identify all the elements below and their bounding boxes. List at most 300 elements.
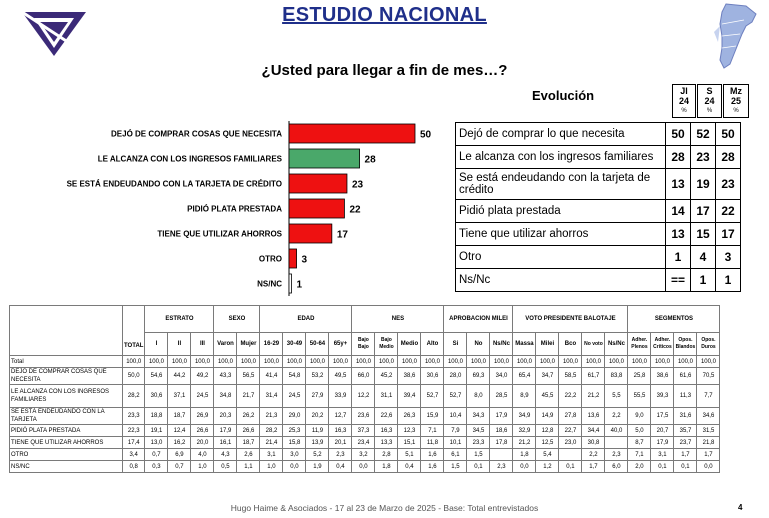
table-cell: 3,0: [283, 449, 306, 461]
table-cell: 21,4: [260, 437, 283, 449]
table-cell: [559, 449, 582, 461]
table-cell: 0,0: [283, 461, 306, 473]
evolution-row-label: Ns/Nc: [456, 269, 666, 292]
table-cell: 13,9: [306, 437, 329, 449]
table-cell: 34,4: [582, 425, 605, 437]
table-cell: 21,2: [582, 385, 605, 408]
evolution-value: 1: [666, 246, 691, 269]
group-header: NES: [352, 306, 444, 333]
table-cell: 17,5: [651, 408, 674, 425]
table-cell: 21,2: [513, 437, 536, 449]
table-cell: 34,7: [536, 368, 559, 385]
table-cell: 37,3: [352, 425, 375, 437]
table-cell: 4,0: [191, 449, 214, 461]
table-cell: 100,0: [260, 356, 283, 368]
evolution-row: [456, 200, 741, 223]
category-label: PIDIÓ PLATA PRESTADA: [187, 204, 282, 214]
table-cell: 0,1: [651, 461, 674, 473]
table-cell: 100,0: [421, 356, 444, 368]
column-header: Ns/Nc: [490, 333, 513, 356]
evolution-value: 1: [716, 269, 741, 292]
evolution-value: 23: [691, 146, 716, 169]
table-cell: 12,8: [536, 425, 559, 437]
table-cell: 25,8: [628, 368, 651, 385]
table-cell: 0,7: [145, 449, 168, 461]
column-header: No: [467, 333, 490, 356]
table-cell: 26,2: [237, 408, 260, 425]
table-cell: 24,5: [283, 385, 306, 408]
table-cell: 5,4: [536, 449, 559, 461]
table-cell: 30,6: [421, 368, 444, 385]
table-cell: 0,1: [674, 461, 697, 473]
table-cell: 12,5: [536, 437, 559, 449]
column-header: Bajo Bajo: [352, 333, 375, 356]
table-cell: 54,6: [145, 368, 168, 385]
group-header: SEXO: [214, 306, 260, 333]
evolution-row: [456, 269, 741, 292]
table-cell: 12,7: [329, 408, 352, 425]
group-header: SEGMENTOS: [628, 306, 720, 333]
table-cell: 0,0: [697, 461, 720, 473]
table-cell: 12,3: [398, 425, 421, 437]
table-cell: 34,8: [214, 385, 237, 408]
table-cell: 69,3: [467, 368, 490, 385]
column-header: Ns/Nc: [605, 333, 628, 356]
table-cell: 1,8: [513, 449, 536, 461]
evolution-table: [455, 122, 741, 292]
table-cell: 20,1: [329, 437, 352, 449]
category-label: DEJÓ DE COMPRAR COSAS QUE NECESITA: [111, 129, 282, 139]
table-cell: 43,3: [214, 368, 237, 385]
table-cell: 26,6: [191, 425, 214, 437]
table-row-label: DEJÓ DE COMPRAR COSAS QUE NECESITA: [10, 368, 123, 385]
table-cell: 17,9: [651, 437, 674, 449]
table-cell: 20,7: [651, 425, 674, 437]
table-cell: 49,5: [329, 368, 352, 385]
evolution-value: 3: [716, 246, 741, 269]
table-cell: 18,7: [237, 437, 260, 449]
table-cell: 1,8: [375, 461, 398, 473]
table-cell: 0,4: [329, 461, 352, 473]
table-cell: 2,3: [490, 461, 513, 473]
bar: [289, 124, 415, 143]
page-title: ESTUDIO NACIONAL: [282, 4, 487, 26]
table-cell: 100,0: [214, 356, 237, 368]
table-cell: 70,5: [697, 368, 720, 385]
table-row: [10, 408, 720, 425]
table-cell: 1,5: [444, 461, 467, 473]
column-header: Mujer: [237, 333, 260, 356]
bar: [289, 249, 297, 268]
evolution-value: 22: [716, 200, 741, 223]
table-cell: 1,5: [467, 449, 490, 461]
table-cell: 100,0: [651, 356, 674, 368]
column-header: 16-29: [260, 333, 283, 356]
table-cell: 56,5: [237, 368, 260, 385]
table-cell: 40,0: [605, 425, 628, 437]
table-cell: 13,3: [375, 437, 398, 449]
table-cell: 65,4: [513, 368, 536, 385]
evolution-row-label: Otro: [456, 246, 666, 269]
question-text: ¿Usted para llegar a fin de mes…?: [261, 62, 508, 79]
table-cell: 34,5: [467, 425, 490, 437]
table-cell: 26,6: [237, 425, 260, 437]
evolution-value: ==: [666, 269, 691, 292]
table-cell: 31,1: [375, 385, 398, 408]
table-cell: 17,9: [490, 408, 513, 425]
table-cell: 3,2: [352, 449, 375, 461]
table-cell: 17,9: [214, 425, 237, 437]
table-cell: 14,9: [536, 408, 559, 425]
table-cell: 53,2: [306, 368, 329, 385]
table-row: [10, 425, 720, 437]
table-row-label: TIENE QUE UTILIZAR AHORROS: [10, 437, 123, 449]
table-cell: 45,5: [536, 385, 559, 408]
table-cell: 6,1: [444, 449, 467, 461]
table-cell: 100,0: [513, 356, 536, 368]
table-cell: 31,5: [697, 425, 720, 437]
bar-chart: [0, 116, 455, 296]
table-cell: 100,0: [582, 356, 605, 368]
table-cell: 23,6: [352, 408, 375, 425]
table-cell: 5,0: [628, 425, 651, 437]
evolution-value: 52: [691, 123, 716, 146]
table-cell: 52,7: [444, 385, 467, 408]
table-cell: 45,2: [375, 368, 398, 385]
row-label-header: [10, 306, 123, 356]
evolution-value: 13: [666, 169, 691, 200]
group-header: APROBACION MILEI: [444, 306, 513, 333]
column-header: 50-64: [306, 333, 329, 356]
bar-value-label: 17: [336, 229, 348, 241]
table-cell: [490, 449, 513, 461]
column-header: Adher. Plenos: [628, 333, 651, 356]
table-cell: 23,7: [674, 437, 697, 449]
table-cell: 5,2: [306, 449, 329, 461]
column-header: Opos. Duros: [697, 333, 720, 356]
evolution-value: 17: [691, 200, 716, 223]
evolution-value: 28: [716, 146, 741, 169]
evolution-row-label: Le alcanza con los ingresos familiares: [456, 146, 666, 169]
category-label: TIENE QUE UTILIZAR AHORROS: [157, 229, 282, 239]
column-header: Varon: [214, 333, 237, 356]
table-cell: 0,4: [398, 461, 421, 473]
total-header: TOTAL: [123, 306, 145, 356]
column-header: Medio: [398, 333, 421, 356]
evolution-value: 1: [691, 269, 716, 292]
evolution-row: [456, 146, 741, 169]
table-cell: 100,0: [329, 356, 352, 368]
table-cell: 9,0: [628, 408, 651, 425]
column-header: III: [191, 333, 214, 356]
table-cell: 16,2: [168, 437, 191, 449]
table-cell: 1,6: [421, 461, 444, 473]
table-cell: 15,1: [398, 437, 421, 449]
table-cell: 15,9: [421, 408, 444, 425]
table-row: [10, 356, 720, 368]
table-cell: 1,0: [191, 461, 214, 473]
evolution-label: Evolución: [532, 88, 595, 103]
evolution-header-s24: S 24 %: [697, 84, 722, 118]
table-cell: 83,8: [605, 368, 628, 385]
crosstab-table: [9, 305, 720, 473]
category-label: SE ESTÁ ENDEUDANDO CON LA TARJETA DE CRÉDITO: [66, 179, 282, 189]
table-cell: 61,6: [674, 368, 697, 385]
table-cell: 23,3: [467, 437, 490, 449]
evolution-header-mz25: Mz 25 %: [723, 84, 749, 118]
table-total-cell: 23,3: [123, 408, 145, 425]
evolution-row-label: Dejó de comprar lo que necesita: [456, 123, 666, 146]
table-cell: 1,6: [421, 449, 444, 461]
table-cell: 30,6: [145, 385, 168, 408]
table-cell: 28,5: [490, 385, 513, 408]
table-cell: 54,8: [283, 368, 306, 385]
table-cell: 8,0: [467, 385, 490, 408]
table-cell: 34,3: [467, 408, 490, 425]
table-row-label: Total: [10, 356, 123, 368]
table-cell: 3,1: [260, 449, 283, 461]
evolution-value: 50: [716, 123, 741, 146]
evolution-row: [456, 123, 741, 146]
table-total-cell: 28,2: [123, 385, 145, 408]
table-cell: 26,9: [191, 408, 214, 425]
table-cell: 22,6: [375, 408, 398, 425]
table-cell: 6,0: [605, 461, 628, 473]
table-cell: 20,3: [214, 408, 237, 425]
table-row-label: LE ALCANZA CON LOS INGRESOS FAMILIARES: [10, 385, 123, 408]
table-cell: 21,3: [260, 408, 283, 425]
table-cell: 23,0: [559, 437, 582, 449]
table-cell: 39,4: [398, 385, 421, 408]
table-cell: 1,2: [536, 461, 559, 473]
table-cell: 27,8: [559, 408, 582, 425]
table-cell: 0,0: [513, 461, 536, 473]
column-header: Bajo Medio: [375, 333, 398, 356]
evolution-row-label: Pidió plata prestada: [456, 200, 666, 223]
table-cell: 100,0: [168, 356, 191, 368]
table-cell: 33,9: [329, 385, 352, 408]
bar: [289, 174, 347, 193]
table-cell: 22,2: [559, 385, 582, 408]
table-cell: 100,0: [375, 356, 398, 368]
table-cell: 58,5: [559, 368, 582, 385]
column-header: Adher. Críticos: [651, 333, 674, 356]
column-header: 65y+: [329, 333, 352, 356]
table-cell: 1,7: [582, 461, 605, 473]
column-header: I: [145, 333, 168, 356]
table-cell: 34,0: [490, 368, 513, 385]
column-header: Massa: [513, 333, 536, 356]
page-number: 4: [738, 503, 743, 512]
table-cell: 8,9: [513, 385, 536, 408]
column-header: 30-49: [283, 333, 306, 356]
column-header: No voto: [582, 333, 605, 356]
table-cell: 5,1: [398, 449, 421, 461]
table-cell: 100,0: [145, 356, 168, 368]
category-label: LE ALCANZA CON LOS INGRESOS FAMILIARES: [97, 154, 282, 164]
table-cell: 30,8: [582, 437, 605, 449]
table-cell: 100,0: [398, 356, 421, 368]
table-cell: 4,3: [214, 449, 237, 461]
evolution-value: 23: [716, 169, 741, 200]
table-cell: [605, 437, 628, 449]
table-cell: 38,6: [651, 368, 674, 385]
table-row-label: SE ESTÁ ENDEUDANDO CON LA TARJETA: [10, 408, 123, 425]
table-cell: 39,3: [651, 385, 674, 408]
bar-value-label: 28: [364, 154, 376, 166]
table-cell: 2,3: [605, 449, 628, 461]
table-total-cell: 17,4: [123, 437, 145, 449]
table-cell: 2,0: [628, 461, 651, 473]
evolution-value: 15: [691, 223, 716, 246]
bar-value-label: 3: [301, 254, 308, 266]
table-cell: 17,8: [490, 437, 513, 449]
table-cell: 3,1: [651, 449, 674, 461]
table-cell: 6,9: [168, 449, 191, 461]
table-cell: 1,9: [306, 461, 329, 473]
category-label: NS/NC: [257, 279, 282, 289]
table-cell: 10,1: [444, 437, 467, 449]
table-cell: 32,9: [513, 425, 536, 437]
table-cell: 28,2: [260, 425, 283, 437]
group-header-row: [10, 306, 720, 333]
table-cell: 38,6: [398, 368, 421, 385]
table-cell: 31,6: [674, 408, 697, 425]
evolution-value: 17: [716, 223, 741, 246]
table-cell: 7,7: [697, 385, 720, 408]
table-cell: 2,2: [582, 449, 605, 461]
table-cell: 100,0: [191, 356, 214, 368]
table-cell: 21,8: [697, 437, 720, 449]
bar-value-label: 22: [349, 204, 361, 216]
table-cell: 16,3: [329, 425, 352, 437]
bar: [289, 149, 360, 168]
table-total-cell: 3,4: [123, 449, 145, 461]
table-cell: 61,7: [582, 368, 605, 385]
table-cell: 18,8: [145, 408, 168, 425]
table-cell: 0,0: [352, 461, 375, 473]
bar-value-label: 23: [351, 179, 364, 191]
evolution-value: 4: [691, 246, 716, 269]
table-cell: 8,7: [628, 437, 651, 449]
evolution-row: [456, 169, 741, 200]
table-cell: 100,0: [697, 356, 720, 368]
table-cell: 12,4: [168, 425, 191, 437]
table-cell: 2,6: [237, 449, 260, 461]
table-cell: 100,0: [674, 356, 697, 368]
bar-value-label: 50: [420, 129, 432, 141]
column-header: II: [168, 333, 191, 356]
table-cell: 100,0: [283, 356, 306, 368]
bar: [289, 224, 332, 243]
table-total-cell: 0,8: [123, 461, 145, 473]
table-cell: 19,1: [145, 425, 168, 437]
column-header: Opos. Blandos: [674, 333, 697, 356]
table-total-cell: 50,0: [123, 368, 145, 385]
table-cell: 44,2: [168, 368, 191, 385]
table-cell: 26,3: [398, 408, 421, 425]
table-cell: 12,2: [352, 385, 375, 408]
table-cell: 7,9: [444, 425, 467, 437]
table-cell: 100,0: [628, 356, 651, 368]
table-cell: 100,0: [444, 356, 467, 368]
table-cell: 0,3: [145, 461, 168, 473]
column-header: Alto: [421, 333, 444, 356]
evolution-row: [456, 246, 741, 269]
table-cell: 21,7: [237, 385, 260, 408]
evolution-row-label: Tiene que utilizar ahorros: [456, 223, 666, 246]
group-header: VOTO PRESIDENTE BALOTAJE: [513, 306, 628, 333]
column-header: Milei: [536, 333, 559, 356]
table-row: [10, 437, 720, 449]
table-cell: 7,1: [421, 425, 444, 437]
table-cell: 15,8: [283, 437, 306, 449]
table-cell: 18,7: [168, 408, 191, 425]
table-cell: 24,5: [191, 385, 214, 408]
table-cell: 20,2: [306, 408, 329, 425]
table-cell: 1,1: [237, 461, 260, 473]
table-cell: 55,5: [628, 385, 651, 408]
evolution-header-jl24: Jl 24 %: [672, 84, 696, 118]
table-cell: 29,0: [283, 408, 306, 425]
table-cell: 11,8: [421, 437, 444, 449]
table-cell: 7,1: [628, 449, 651, 461]
evolution-value: 14: [666, 200, 691, 223]
footer-text: Hugo Haime & Asociados - 17 al 23 de Marzo de 2025 - Base: Total entrevistados: [230, 503, 539, 513]
table-cell: 0,1: [467, 461, 490, 473]
table-cell: 100,0: [237, 356, 260, 368]
bar: [289, 274, 292, 293]
table-cell: 100,0: [490, 356, 513, 368]
bar-value-label: 1: [296, 279, 303, 291]
table-cell: 31,4: [260, 385, 283, 408]
table-cell: 1,7: [674, 449, 697, 461]
table-row: [10, 385, 720, 408]
table-cell: 34,6: [697, 408, 720, 425]
table-row: [10, 368, 720, 385]
column-header: Si: [444, 333, 467, 356]
evolution-row-label: Se está endeudando con la tarjeta de crédito: [456, 169, 666, 200]
table-cell: 1,0: [260, 461, 283, 473]
table-cell: 52,7: [421, 385, 444, 408]
table-cell: 28,0: [444, 368, 467, 385]
table-cell: 37,1: [168, 385, 191, 408]
table-row-label: PIDIÓ PLATA PRESTADA: [10, 425, 123, 437]
table-cell: 2,2: [605, 408, 628, 425]
table-row-label: OTRO: [10, 449, 123, 461]
group-header: EDAD: [260, 306, 352, 333]
table-cell: 2,3: [329, 449, 352, 461]
table-cell: 16,1: [214, 437, 237, 449]
table-cell: 34,9: [513, 408, 536, 425]
table-cell: 66,0: [352, 368, 375, 385]
table-cell: 49,2: [191, 368, 214, 385]
table-cell: 13,6: [582, 408, 605, 425]
table-total-cell: 100,0: [123, 356, 145, 368]
group-header: ESTRATO: [145, 306, 214, 333]
table-cell: 35,7: [674, 425, 697, 437]
bar: [289, 199, 344, 218]
table-cell: 5,5: [605, 385, 628, 408]
table-cell: 20,0: [191, 437, 214, 449]
table-cell: 27,9: [306, 385, 329, 408]
table-cell: 100,0: [605, 356, 628, 368]
table-cell: 100,0: [467, 356, 490, 368]
column-header: Bco: [559, 333, 582, 356]
table-cell: 0,7: [168, 461, 191, 473]
table-cell: 25,3: [283, 425, 306, 437]
table-cell: 10,4: [444, 408, 467, 425]
